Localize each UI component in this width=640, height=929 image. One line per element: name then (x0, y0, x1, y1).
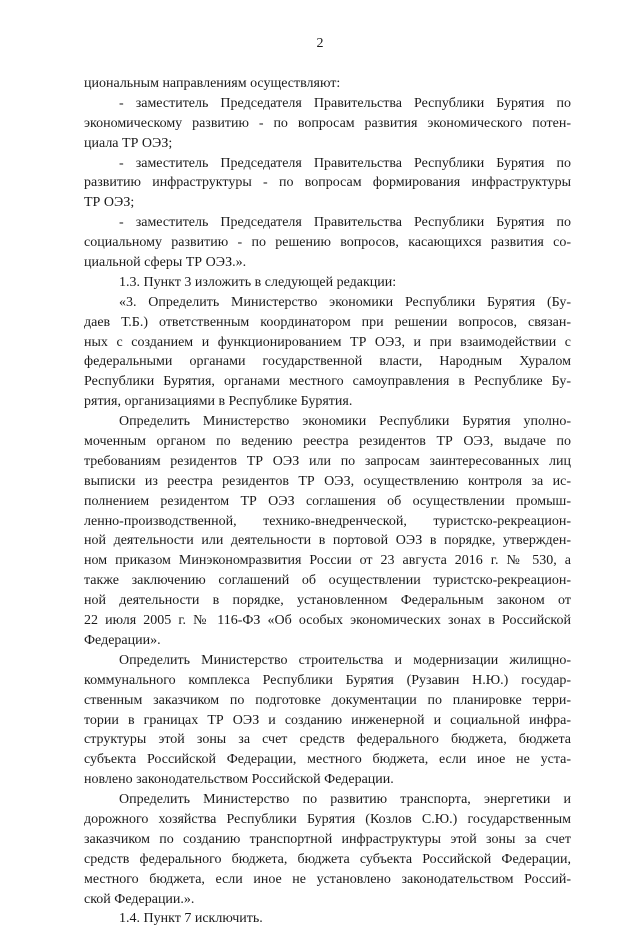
text-line: моченным органом по ведению реестра резидентов ТР ОЭЗ, выдаче по (84, 434, 571, 450)
text-line: ТР ОЭЗ; (84, 195, 135, 211)
document-body (84, 74, 571, 929)
text-line: развитию инфраструктуры - по вопросам формирования инфраструктуры (84, 175, 571, 191)
text-line: - заместитель Председателя Правительства Республики Бурятия по (119, 95, 571, 111)
text-line: средств федерального бюджета, бюджета субъекта Российской Федерации, (84, 851, 571, 867)
text-line: рятия, организациями в Республике Бурятия. (84, 394, 353, 410)
text-line: заказчиком по созданию транспортной инфраструктуры этой зоны за счет (84, 831, 571, 847)
text-line: циональным направлениям осуществляют: (84, 76, 341, 91)
text-line: ной деятельности или деятельности в портовой ОЭЗ в порядке, утвержден- (84, 533, 571, 549)
text-line: циальной сферы ТР ОЭЗ.». (84, 255, 247, 271)
text-line: тории в границах ТР ОЭЗ и созданию инженерной и социальной инфра- (84, 712, 571, 728)
text-line: - заместитель Председателя Правительства Республики Бурятия по (119, 215, 571, 231)
text-line: требованиям резидентов ТР ОЭЗ или по запросам заинтересованных лиц (84, 453, 571, 469)
text-line: структуры этой зоны за счет средств федерального бюджета, бюджета (84, 732, 571, 748)
text-line: - заместитель Председателя Правительства Республики Бурятия по (119, 155, 571, 171)
text-line: также заключению соглашений об осуществлении туристско-рекреацион- (84, 573, 571, 589)
text-line: циала ТР ОЭЗ; (84, 135, 173, 151)
text-line: Определить Министерство экономики Республики Бурятия уполно- (119, 414, 571, 430)
text-line: дорожного хозяйства Республики Бурятия (Козлов С.Ю.) государственным (84, 811, 571, 827)
text-line: коммунального комплекса Республики Бурятия (Рузавин Н.Ю.) государ- (84, 672, 571, 688)
text-line: ных с созданием и функционированием ТР ОЭЗ, и при взаимодействии с (84, 334, 571, 350)
text-line: экономическому развитию - по вопросам развития экономического потен- (84, 115, 571, 131)
text-line: ном приказом Минэкономразвития России от 23 августа 2016 г. № 530, а (84, 553, 571, 569)
text-line: Определить Министерство по развитию транспорта, энергетики и (119, 792, 571, 808)
text-line: выписки из реестра резидентов ТР ОЭЗ, осуществлению контроля за ис- (84, 473, 571, 489)
text-line: социальному развитию - по решению вопросов, касающихся развития со- (84, 235, 571, 251)
text-line: субъекта Российской Федерации, местного бюджета, если иное не уста- (84, 752, 571, 768)
text-line: ственным заказчиком по подготовке документации по планировке терри- (84, 692, 571, 708)
text-line: ной деятельности в порядке, установленном Федеральным законом от (84, 593, 571, 609)
page-number: 2 (316, 36, 324, 51)
text-line: 22 июля 2005 г. № 116-ФЗ «Об особых экономических зонах в Российской (84, 613, 571, 629)
text-line: Федерации». (84, 632, 161, 648)
text-line: Определить Министерство строительства и модернизации жилищно- (119, 652, 571, 668)
text-line: ленно-производственной, технико-внедренческой, туристско-рекреацион- (84, 513, 571, 529)
text-line: даев Т.Б.) ответственным координатором при решении вопросов, связан- (84, 314, 571, 330)
text-line: полнением резидентом ТР ОЭЗ соглашения об осуществлении промыш- (84, 493, 571, 509)
text-line: «3. Определить Министерство экономики Республики Бурятия (Бу- (119, 294, 571, 310)
text-line: новлено законодательством Российской Федерации. (84, 772, 394, 788)
text-line: 1.3. Пункт 3 изложить в следующей редакции: (119, 274, 397, 290)
text-line: ской Федерации.». (84, 891, 195, 907)
text-line: местного бюджета, если иное не установлено законодательством Россий- (84, 871, 571, 887)
text-line: 1.4. Пункт 7 исключить. (119, 911, 263, 927)
text-line: федеральными органами государственной власти, Народным Хуралом (84, 354, 571, 370)
text-line: Республики Бурятия, органами местного самоуправления в Республике Бу- (84, 374, 571, 390)
